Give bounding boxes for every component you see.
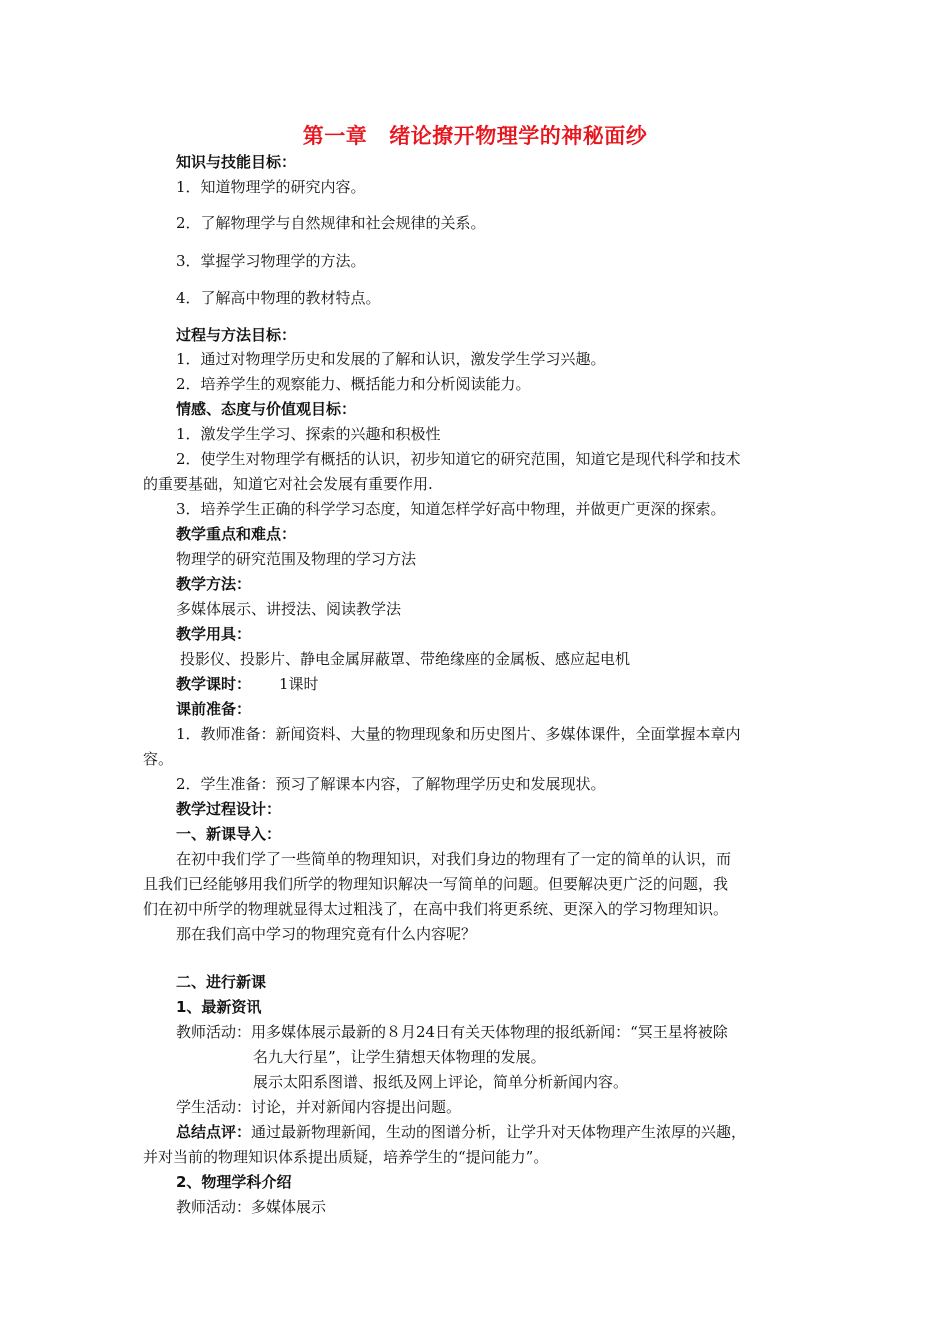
focus-heading: 教学重点和难点： [176,525,297,543]
intro-heading: 一、新课导入： [176,825,282,843]
chapter-number: 第一章 [302,124,368,148]
knowledge-item-3: 3．掌握学习物理学的方法。 [176,252,366,270]
knowledge-item-4: 4．了解高中物理的教材特点。 [176,289,381,307]
summary-line-2: 并对当前的物理知识体系提出质疑，培养学生的“提问能力”。 [143,1148,549,1166]
tools-text: 投影仪、投影片、静电金属屏蔽罩、带绝缘座的金属板、感应起电机 [180,650,631,668]
intro-question: 那在我们高中学习的物理究竟有什么内容呢？ [176,925,477,943]
knowledge-item-2: 2．了解物理学与自然规律和社会规律的关系。 [176,214,486,232]
teacher-activity-line-2: 名九大行星”，让学生猜想天体物理的发展。 [253,1048,546,1066]
intro-paragraph-line-3: 们在初中所学的物理就显得太过粗浅了，在高中我们将更系统、更深入的学习物理知识。 [143,900,729,918]
summary-label: 总结点评： [176,1123,252,1141]
knowledge-item-1: 1．知道物理学的研究内容。 [176,178,366,196]
news-heading: 1、最新资讯 [176,998,262,1016]
emotion-item-2-cont: 的重要基础，知道它对社会发展有重要作用. [143,475,433,493]
design-heading: 教学过程设计： [176,800,282,818]
summary-text: 通过最新物理新闻，生动的图谱分析，让学升对天体物理产生浓厚的兴趣， [251,1123,747,1141]
teacher-activity-line-3: 展示太阳系图谱、报纸及网上评论，简单分析新闻内容。 [253,1073,629,1091]
process-item-1: 1．通过对物理学历史和发展的了解和认识，激发学生学习兴趣。 [176,350,606,368]
prep-student: 2．学生准备：预习了解课本内容，了解物理学历史和发展现状。 [176,775,606,793]
prep-teacher: 1．教师准备：新闻资料、大量的物理现象和历史图片、多媒体课件，全面掌握本章内 [176,725,741,743]
teacher-activity-line-1: 教师活动：用多媒体展示最新的８月24日有关天体物理的报纸新闻：“冥王星将被除 [176,1023,728,1041]
hours-heading: 教学课时： [176,675,252,693]
subject-intro-heading: 2、物理学科介绍 [176,1173,292,1191]
method-heading: 教学方法： [176,575,252,593]
prep-teacher-cont: 容。 [143,750,174,768]
chapter-title: 绪论撩开物理学的神秘面纱 [389,124,648,148]
new-lesson-heading: 二、进行新课 [176,973,267,991]
intro-paragraph-line-2: 且我们已经能够用我们所学的物理知识解决一写简单的问题。但要解决更广泛的问题，我 [143,875,729,893]
summary-line-1 [176,1122,746,1142]
tools-heading: 教学用具： [176,625,252,643]
student-activity: 学生活动：讨论，并对新闻内容提出问题。 [176,1098,462,1116]
page-title [0,120,950,150]
prep-heading: 课前准备： [176,700,252,718]
emotion-item-2: 2．使学生对物理学有概括的认识，初步知道它的研究范围，知道它是现代科学和技术 [176,450,741,468]
teacher-activity-2: 教师活动：多媒体展示 [176,1198,327,1216]
emotion-heading: 情感、态度与价值观目标： [176,400,357,418]
focus-text: 物理学的研究范围及物理的学习方法 [176,550,417,568]
method-text: 多媒体展示、讲授法、阅读教学法 [176,600,402,618]
hours-line [176,674,319,694]
emotion-item-1: 1．激发学生学习、探索的兴趣和积极性 [176,425,441,443]
hours-value: 1课时 [279,675,319,693]
intro-paragraph-line-1: 在初中我们学了一些简单的物理知识，对我们身边的物理有了一定的简单的认识，而 [176,850,732,868]
process-item-2: 2．培养学生的观察能力、概括能力和分析阅读能力。 [176,375,531,393]
emotion-item-3: 3．培养学生正确的科学学习态度，知道怎样学好高中物理，并做更广更深的探索。 [176,500,726,518]
process-heading: 过程与方法目标： [176,326,297,344]
knowledge-heading: 知识与技能目标： [176,153,297,171]
